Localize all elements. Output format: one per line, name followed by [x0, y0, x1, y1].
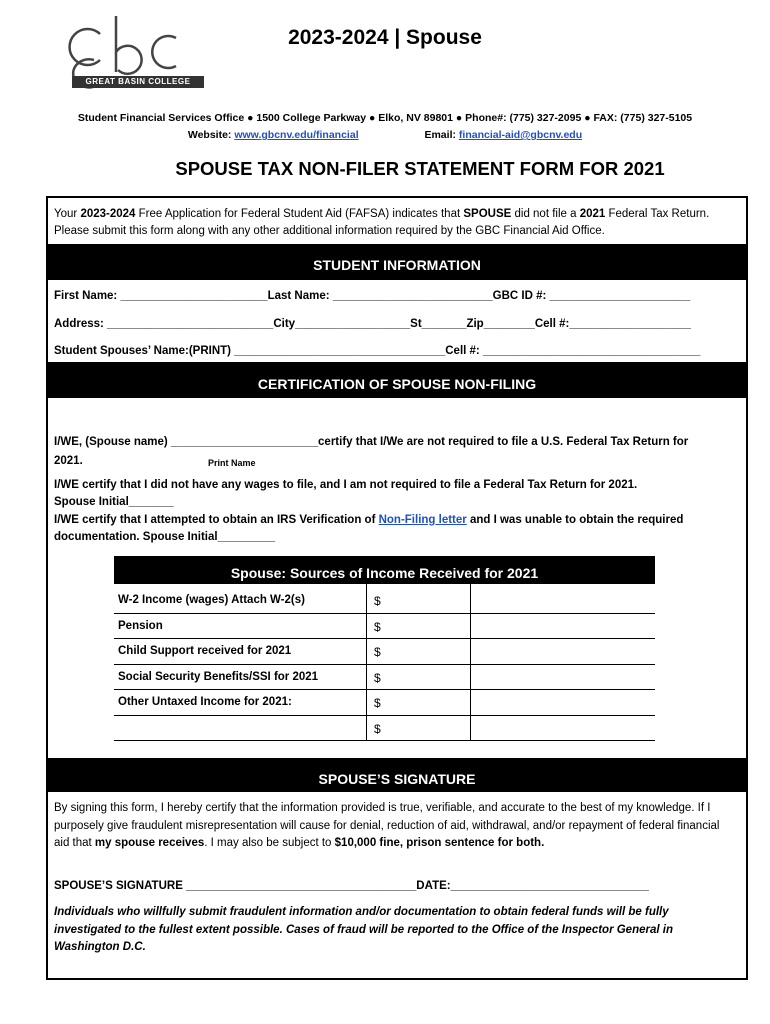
spouse-signature-date-line[interactable]: SPOUSE’S SIGNATURE ____________________________________DATE:_______________________________ — [54, 880, 649, 892]
income-row-rule — [114, 613, 655, 614]
income-row-amount[interactable]: $ — [374, 670, 381, 685]
spouse-initial-1[interactable]: Spouse Initial_______ — [54, 496, 174, 508]
income-row-amount[interactable]: $ — [374, 645, 381, 659]
income-row-rule — [114, 715, 655, 716]
income-row-rule — [114, 638, 655, 639]
income-row-label: Social Security Benefits/SSI for 2021 — [118, 670, 319, 683]
student-info-header: STUDENT INFORMATION — [48, 244, 746, 280]
non-filing-letter-link[interactable]: Non-Filing letter — [378, 514, 467, 526]
income-row-label: Child Support received for 2021 — [118, 645, 292, 657]
spouse-initial-2[interactable]: documentation. Spouse Initial_________ — [54, 531, 276, 543]
income-table-header: Spouse: Sources of Income Received for 2021 — [114, 556, 655, 584]
income-row-rule — [114, 664, 655, 665]
contact-line: Student Financial Services Office ● 1500 College Parkway ● Elko, NV 89801 ● Phone#: (775) 327-2095 ● FAX: (775) 327-5105 — [77, 112, 693, 124]
spouse-name-line[interactable]: Student Spouses’ Name:(PRINT) _________________________________Cell #: __________________________________ — [54, 345, 701, 357]
income-row-amount[interactable]: $ — [374, 619, 381, 634]
cert-spouse-name-line[interactable]: I/WE, (Spouse name) _______________________certify that I/We are not required to file a U.S. Federal Tax Return for — [54, 436, 689, 448]
email-label: Email: — [424, 129, 456, 141]
form-frame — [46, 196, 748, 980]
income-col-divider-2 — [470, 584, 471, 740]
signature-header: SPOUSE’S SIGNATURE — [48, 758, 746, 792]
income-row-label: Pension — [118, 619, 163, 632]
income-row-label: W-2 Income (wages) Attach W-2(s) — [118, 594, 305, 606]
income-row-rule — [114, 689, 655, 690]
website-link[interactable]: www.gbcnv.edu/financial — [234, 129, 359, 141]
cert-year: 2021. — [54, 455, 83, 467]
website-label: Website: — [187, 129, 232, 141]
income-row-amount[interactable]: $ — [374, 594, 381, 608]
student-name-line[interactable]: First Name: _______________________Last Name: _________________________GBC ID #: ______________________ — [54, 290, 691, 302]
logo-banner: GREAT BASIN COLLEGE — [85, 77, 191, 86]
cert-no-wages: I/WE certify that I did not have any wages to file, and I am not required to file a Federal Tax Return for 2021. — [54, 479, 638, 491]
cert-irs-verification: I/WE certify that I attempted to obtain an IRS Verification of Non-Filing letter and I was unable to obtain the required — [54, 514, 684, 526]
income-row-amount[interactable]: $ — [374, 696, 381, 710]
gbc-logo — [66, 12, 206, 98]
form-title: SPOUSE TAX NON-FILER STATEMENT FORM FOR 2021 — [175, 158, 665, 179]
certification-header: CERTIFICATION OF SPOUSE NON-FILING — [48, 362, 746, 398]
income-row-amount[interactable]: $ — [374, 721, 381, 736]
document-title: 2023-2024 | Spouse — [288, 26, 482, 49]
contact-web-email — [0, 129, 770, 141]
income-row-rule — [114, 740, 655, 741]
signature-disclaimer: By signing this form, I hereby certify that the information provided is true, verifiable, and accurate to the best of my knowledge. If I purposely give fraudulent misrepresentation will cause for denial, reduction of aid, withdrawal, and/or repayment of federal financial aid that my spouse receives. I may also be subject to $10,000 fine, prison sentence for both. — [54, 802, 720, 849]
income-col-divider-1 — [366, 584, 367, 740]
intro-paragraph: Your 2023-2024 Free Application for Federal Student Aid (FAFSA) indicates that SPOUSE did not file a 2021 Federal Tax Return. Please submit this form along with any other additional information required by the GBC Financial Aid Office. — [54, 208, 710, 237]
email-link[interactable]: financial-aid@gbcnv.edu — [458, 129, 583, 141]
fraud-warning: Individuals who willfully submit fraudulent information and/or documentation to obtain federal funds will be fully investigated to the fullest extent possible. Cases of fraud will be reported to the Office of the Inspector General in Washington D.C. — [54, 906, 673, 953]
income-row-label: Other Untaxed Income for 2021: — [118, 696, 292, 708]
student-address-line[interactable]: Address: __________________________City__________________St_______Zip________Cell #:___________________ — [54, 318, 691, 330]
print-name-label: Print Name — [208, 458, 256, 468]
